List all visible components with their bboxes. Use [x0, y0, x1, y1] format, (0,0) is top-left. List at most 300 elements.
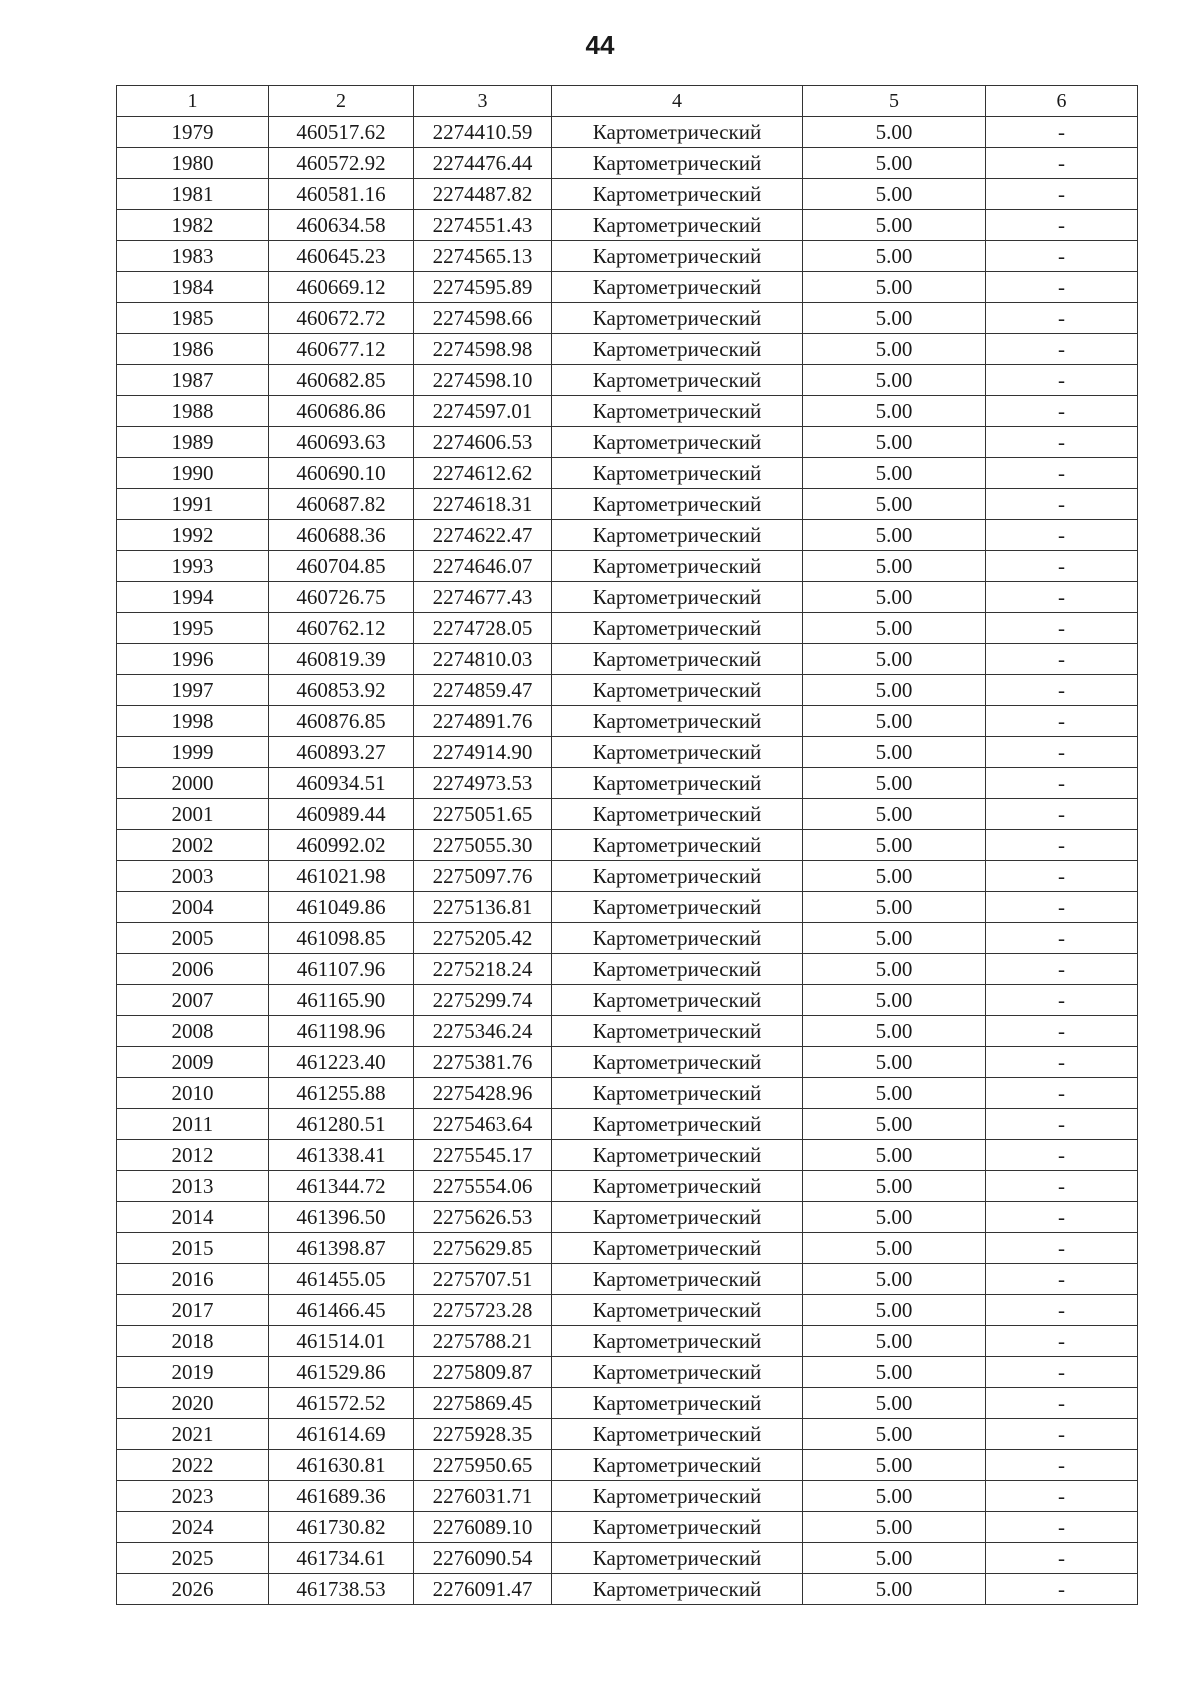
x-coordinate-cell: 461107.96: [269, 954, 414, 985]
y-coordinate-cell: 2274891.76: [414, 706, 552, 737]
note-cell: -: [986, 1171, 1138, 1202]
x-coordinate-cell: 460693.63: [269, 427, 414, 458]
table-row: [117, 923, 1138, 954]
note-cell: -: [986, 1202, 1138, 1233]
table-row: [117, 1419, 1138, 1450]
table-row: [117, 675, 1138, 706]
accuracy-cell: 5.00: [803, 1357, 986, 1388]
table-row: [117, 1326, 1138, 1357]
method-cell: Картометрический: [552, 1140, 803, 1171]
table-row: [117, 210, 1138, 241]
y-coordinate-cell: 2275950.65: [414, 1450, 552, 1481]
accuracy-cell: 5.00: [803, 1326, 986, 1357]
accuracy-cell: 5.00: [803, 1078, 986, 1109]
point-number-cell: 1979: [117, 117, 269, 148]
y-coordinate-cell: 2274606.53: [414, 427, 552, 458]
point-number-cell: 2007: [117, 985, 269, 1016]
point-number-cell: 2021: [117, 1419, 269, 1450]
x-coordinate-cell: 460992.02: [269, 830, 414, 861]
y-coordinate-cell: 2275097.76: [414, 861, 552, 892]
note-cell: -: [986, 985, 1138, 1016]
accuracy-cell: 5.00: [803, 1543, 986, 1574]
y-coordinate-cell: 2274410.59: [414, 117, 552, 148]
y-coordinate-cell: 2276031.71: [414, 1481, 552, 1512]
accuracy-cell: 5.00: [803, 117, 986, 148]
point-number-cell: 2022: [117, 1450, 269, 1481]
note-cell: -: [986, 458, 1138, 489]
table-row: [117, 1543, 1138, 1574]
accuracy-cell: 5.00: [803, 1016, 986, 1047]
method-cell: Картометрический: [552, 737, 803, 768]
method-cell: Картометрический: [552, 1295, 803, 1326]
note-cell: -: [986, 613, 1138, 644]
y-coordinate-cell: 2275299.74: [414, 985, 552, 1016]
x-coordinate-cell: 460517.62: [269, 117, 414, 148]
x-coordinate-cell: 461738.53: [269, 1574, 414, 1605]
accuracy-cell: 5.00: [803, 1512, 986, 1543]
accuracy-cell: 5.00: [803, 1233, 986, 1264]
y-coordinate-cell: 2275428.96: [414, 1078, 552, 1109]
method-cell: Картометрический: [552, 768, 803, 799]
x-coordinate-cell: 461614.69: [269, 1419, 414, 1450]
note-cell: -: [986, 954, 1138, 985]
y-coordinate-cell: 2275051.65: [414, 799, 552, 830]
method-cell: Картометрический: [552, 1574, 803, 1605]
table-row: [117, 985, 1138, 1016]
x-coordinate-cell: 461689.36: [269, 1481, 414, 1512]
method-cell: Картометрический: [552, 799, 803, 830]
method-cell: Картометрический: [552, 582, 803, 613]
note-cell: -: [986, 551, 1138, 582]
method-cell: Картометрический: [552, 1016, 803, 1047]
note-cell: -: [986, 1326, 1138, 1357]
note-cell: -: [986, 1450, 1138, 1481]
table-row: [117, 272, 1138, 303]
method-cell: Картометрический: [552, 954, 803, 985]
y-coordinate-cell: 2275629.85: [414, 1233, 552, 1264]
y-coordinate-cell: 2274597.01: [414, 396, 552, 427]
method-cell: Картометрический: [552, 458, 803, 489]
table-row: [117, 1512, 1138, 1543]
x-coordinate-cell: 460572.92: [269, 148, 414, 179]
point-number-cell: 2009: [117, 1047, 269, 1078]
point-number-cell: 2003: [117, 861, 269, 892]
y-coordinate-cell: 2275707.51: [414, 1264, 552, 1295]
x-coordinate-cell: 460634.58: [269, 210, 414, 241]
column-header-6: 6: [986, 86, 1138, 117]
x-coordinate-cell: 461338.41: [269, 1140, 414, 1171]
table-row: [117, 830, 1138, 861]
x-coordinate-cell: 461098.85: [269, 923, 414, 954]
method-cell: Картометрический: [552, 1047, 803, 1078]
accuracy-cell: 5.00: [803, 179, 986, 210]
method-cell: Картометрический: [552, 1202, 803, 1233]
accuracy-cell: 5.00: [803, 644, 986, 675]
table-row: [117, 1202, 1138, 1233]
method-cell: Картометрический: [552, 1109, 803, 1140]
point-number-cell: 2023: [117, 1481, 269, 1512]
table-row: [117, 1016, 1138, 1047]
x-coordinate-cell: 460762.12: [269, 613, 414, 644]
x-coordinate-cell: 461280.51: [269, 1109, 414, 1140]
note-cell: -: [986, 1140, 1138, 1171]
x-coordinate-cell: 460893.27: [269, 737, 414, 768]
table-row: [117, 179, 1138, 210]
table-row: [117, 861, 1138, 892]
note-cell: -: [986, 241, 1138, 272]
point-number-cell: 2026: [117, 1574, 269, 1605]
point-number-cell: 2017: [117, 1295, 269, 1326]
table-row: [117, 1450, 1138, 1481]
column-header-5: 5: [803, 86, 986, 117]
accuracy-cell: 5.00: [803, 1140, 986, 1171]
x-coordinate-cell: 461223.40: [269, 1047, 414, 1078]
y-coordinate-cell: 2275463.64: [414, 1109, 552, 1140]
table-row: [117, 1078, 1138, 1109]
table-row: [117, 1171, 1138, 1202]
x-coordinate-cell: 460690.10: [269, 458, 414, 489]
point-number-cell: 2001: [117, 799, 269, 830]
note-cell: -: [986, 303, 1138, 334]
point-number-cell: 1992: [117, 520, 269, 551]
method-cell: Картометрический: [552, 179, 803, 210]
note-cell: -: [986, 272, 1138, 303]
method-cell: Картометрический: [552, 334, 803, 365]
point-number-cell: 2024: [117, 1512, 269, 1543]
y-coordinate-cell: 2274622.47: [414, 520, 552, 551]
x-coordinate-cell: 460876.85: [269, 706, 414, 737]
table-header: [117, 86, 1138, 117]
point-number-cell: 2008: [117, 1016, 269, 1047]
note-cell: -: [986, 1109, 1138, 1140]
x-coordinate-cell: 460819.39: [269, 644, 414, 675]
method-cell: Картометрический: [552, 613, 803, 644]
y-coordinate-cell: 2274565.13: [414, 241, 552, 272]
x-coordinate-cell: 461049.86: [269, 892, 414, 923]
accuracy-cell: 5.00: [803, 365, 986, 396]
method-cell: Картометрический: [552, 551, 803, 582]
method-cell: Картометрический: [552, 1419, 803, 1450]
note-cell: -: [986, 799, 1138, 830]
table-row: [117, 954, 1138, 985]
method-cell: Картометрический: [552, 1388, 803, 1419]
note-cell: -: [986, 1295, 1138, 1326]
note-cell: -: [986, 334, 1138, 365]
accuracy-cell: 5.00: [803, 303, 986, 334]
note-cell: -: [986, 210, 1138, 241]
point-number-cell: 2019: [117, 1357, 269, 1388]
accuracy-cell: 5.00: [803, 1388, 986, 1419]
accuracy-cell: 5.00: [803, 1264, 986, 1295]
method-cell: Картометрический: [552, 365, 803, 396]
table-row: [117, 1264, 1138, 1295]
point-number-cell: 2016: [117, 1264, 269, 1295]
point-number-cell: 2011: [117, 1109, 269, 1140]
point-number-cell: 2015: [117, 1233, 269, 1264]
accuracy-cell: 5.00: [803, 706, 986, 737]
note-cell: -: [986, 148, 1138, 179]
table-row: [117, 365, 1138, 396]
note-cell: -: [986, 1047, 1138, 1078]
note-cell: -: [986, 117, 1138, 148]
y-coordinate-cell: 2274677.43: [414, 582, 552, 613]
method-cell: Картометрический: [552, 520, 803, 551]
x-coordinate-cell: 461255.88: [269, 1078, 414, 1109]
method-cell: Картометрический: [552, 1450, 803, 1481]
accuracy-cell: 5.00: [803, 1047, 986, 1078]
note-cell: -: [986, 489, 1138, 520]
method-cell: Картометрический: [552, 675, 803, 706]
x-coordinate-cell: 461396.50: [269, 1202, 414, 1233]
x-coordinate-cell: 460581.16: [269, 179, 414, 210]
y-coordinate-cell: 2275869.45: [414, 1388, 552, 1419]
x-coordinate-cell: 461021.98: [269, 861, 414, 892]
accuracy-cell: 5.00: [803, 861, 986, 892]
point-number-cell: 1986: [117, 334, 269, 365]
y-coordinate-cell: 2274476.44: [414, 148, 552, 179]
note-cell: -: [986, 1481, 1138, 1512]
y-coordinate-cell: 2275136.81: [414, 892, 552, 923]
table-row: [117, 582, 1138, 613]
point-number-cell: 1993: [117, 551, 269, 582]
accuracy-cell: 5.00: [803, 1171, 986, 1202]
y-coordinate-cell: 2276089.10: [414, 1512, 552, 1543]
accuracy-cell: 5.00: [803, 272, 986, 303]
point-number-cell: 1996: [117, 644, 269, 675]
point-number-cell: 2004: [117, 892, 269, 923]
method-cell: Картометрический: [552, 210, 803, 241]
note-cell: -: [986, 923, 1138, 954]
accuracy-cell: 5.00: [803, 241, 986, 272]
accuracy-cell: 5.00: [803, 334, 986, 365]
accuracy-cell: 5.00: [803, 551, 986, 582]
accuracy-cell: 5.00: [803, 1202, 986, 1233]
table-row: [117, 706, 1138, 737]
note-cell: -: [986, 892, 1138, 923]
accuracy-cell: 5.00: [803, 1481, 986, 1512]
y-coordinate-cell: 2274810.03: [414, 644, 552, 675]
table-row: [117, 1357, 1138, 1388]
y-coordinate-cell: 2274914.90: [414, 737, 552, 768]
y-coordinate-cell: 2275928.35: [414, 1419, 552, 1450]
note-cell: -: [986, 1233, 1138, 1264]
point-number-cell: 1984: [117, 272, 269, 303]
point-number-cell: 1988: [117, 396, 269, 427]
method-cell: Картометрический: [552, 1171, 803, 1202]
point-number-cell: 2014: [117, 1202, 269, 1233]
y-coordinate-cell: 2274595.89: [414, 272, 552, 303]
y-coordinate-cell: 2274646.07: [414, 551, 552, 582]
table-row: [117, 551, 1138, 582]
column-header-2: 2: [269, 86, 414, 117]
x-coordinate-cell: 461165.90: [269, 985, 414, 1016]
y-coordinate-cell: 2274618.31: [414, 489, 552, 520]
x-coordinate-cell: 461630.81: [269, 1450, 414, 1481]
table-row: [117, 1047, 1138, 1078]
accuracy-cell: 5.00: [803, 427, 986, 458]
y-coordinate-cell: 2274598.66: [414, 303, 552, 334]
point-number-cell: 1985: [117, 303, 269, 334]
y-coordinate-cell: 2274598.98: [414, 334, 552, 365]
x-coordinate-cell: 460726.75: [269, 582, 414, 613]
point-number-cell: 1990: [117, 458, 269, 489]
x-coordinate-cell: 461344.72: [269, 1171, 414, 1202]
note-cell: -: [986, 1357, 1138, 1388]
table-row: [117, 1574, 1138, 1605]
accuracy-cell: 5.00: [803, 892, 986, 923]
point-number-cell: 2006: [117, 954, 269, 985]
note-cell: -: [986, 1512, 1138, 1543]
point-number-cell: 1982: [117, 210, 269, 241]
table-row: [117, 737, 1138, 768]
method-cell: Картометрический: [552, 1543, 803, 1574]
point-number-cell: 2012: [117, 1140, 269, 1171]
table-row: [117, 1109, 1138, 1140]
method-cell: Картометрический: [552, 1357, 803, 1388]
method-cell: Картометрический: [552, 706, 803, 737]
table-row: [117, 117, 1138, 148]
note-cell: -: [986, 1543, 1138, 1574]
x-coordinate-cell: 461730.82: [269, 1512, 414, 1543]
x-coordinate-cell: 461572.52: [269, 1388, 414, 1419]
y-coordinate-cell: 2275218.24: [414, 954, 552, 985]
column-header-1: 1: [117, 86, 269, 117]
x-coordinate-cell: 461398.87: [269, 1233, 414, 1264]
method-cell: Картометрический: [552, 396, 803, 427]
table-row: [117, 458, 1138, 489]
note-cell: -: [986, 1388, 1138, 1419]
column-header-3: 3: [414, 86, 552, 117]
point-number-cell: 1999: [117, 737, 269, 768]
table-row: [117, 1233, 1138, 1264]
x-coordinate-cell: 461455.05: [269, 1264, 414, 1295]
note-cell: -: [986, 675, 1138, 706]
x-coordinate-cell: 460686.86: [269, 396, 414, 427]
x-coordinate-cell: 460669.12: [269, 272, 414, 303]
method-cell: Картометрический: [552, 1326, 803, 1357]
note-cell: -: [986, 427, 1138, 458]
page-number: 44: [585, 30, 615, 60]
method-cell: Картометрический: [552, 830, 803, 861]
accuracy-cell: 5.00: [803, 613, 986, 644]
table-row: [117, 768, 1138, 799]
table-row: [117, 892, 1138, 923]
accuracy-cell: 5.00: [803, 210, 986, 241]
y-coordinate-cell: 2274551.43: [414, 210, 552, 241]
point-number-cell: 1998: [117, 706, 269, 737]
table-row: [117, 303, 1138, 334]
method-cell: Картометрический: [552, 1512, 803, 1543]
point-number-cell: 2020: [117, 1388, 269, 1419]
method-cell: Картометрический: [552, 1233, 803, 1264]
x-coordinate-cell: 460682.85: [269, 365, 414, 396]
accuracy-cell: 5.00: [803, 520, 986, 551]
method-cell: Картометрический: [552, 489, 803, 520]
method-cell: Картометрический: [552, 892, 803, 923]
table-row: [117, 1140, 1138, 1171]
y-coordinate-cell: 2275346.24: [414, 1016, 552, 1047]
table-row: [117, 644, 1138, 675]
accuracy-cell: 5.00: [803, 396, 986, 427]
note-cell: -: [986, 706, 1138, 737]
accuracy-cell: 5.00: [803, 1574, 986, 1605]
table-row: [117, 520, 1138, 551]
accuracy-cell: 5.00: [803, 799, 986, 830]
note-cell: -: [986, 644, 1138, 675]
table-row: [117, 1388, 1138, 1419]
accuracy-cell: 5.00: [803, 1109, 986, 1140]
method-cell: Картометрический: [552, 1078, 803, 1109]
point-number-cell: 1987: [117, 365, 269, 396]
method-cell: Картометрический: [552, 1264, 803, 1295]
accuracy-cell: 5.00: [803, 1450, 986, 1481]
point-number-cell: 1983: [117, 241, 269, 272]
x-coordinate-cell: 460688.36: [269, 520, 414, 551]
accuracy-cell: 5.00: [803, 675, 986, 706]
point-number-cell: 1991: [117, 489, 269, 520]
x-coordinate-cell: 460687.82: [269, 489, 414, 520]
x-coordinate-cell: 461514.01: [269, 1326, 414, 1357]
x-coordinate-cell: 460672.72: [269, 303, 414, 334]
x-coordinate-cell: 460677.12: [269, 334, 414, 365]
table-row: [117, 396, 1138, 427]
point-number-cell: 2010: [117, 1078, 269, 1109]
y-coordinate-cell: 2275055.30: [414, 830, 552, 861]
accuracy-cell: 5.00: [803, 1295, 986, 1326]
y-coordinate-cell: 2274598.10: [414, 365, 552, 396]
y-coordinate-cell: 2276090.54: [414, 1543, 552, 1574]
point-number-cell: 1980: [117, 148, 269, 179]
note-cell: -: [986, 1016, 1138, 1047]
method-cell: Картометрический: [552, 861, 803, 892]
x-coordinate-cell: 460645.23: [269, 241, 414, 272]
y-coordinate-cell: 2274973.53: [414, 768, 552, 799]
note-cell: -: [986, 365, 1138, 396]
y-coordinate-cell: 2276091.47: [414, 1574, 552, 1605]
y-coordinate-cell: 2275723.28: [414, 1295, 552, 1326]
accuracy-cell: 5.00: [803, 458, 986, 489]
point-number-cell: 2000: [117, 768, 269, 799]
note-cell: -: [986, 582, 1138, 613]
table-body: [117, 117, 1138, 1605]
x-coordinate-cell: 460934.51: [269, 768, 414, 799]
accuracy-cell: 5.00: [803, 954, 986, 985]
y-coordinate-cell: 2275809.87: [414, 1357, 552, 1388]
table-row: [117, 1481, 1138, 1512]
table-row: [117, 489, 1138, 520]
x-coordinate-cell: 461198.96: [269, 1016, 414, 1047]
table-row: [117, 799, 1138, 830]
method-cell: Картометрический: [552, 427, 803, 458]
point-number-cell: 2005: [117, 923, 269, 954]
y-coordinate-cell: 2275554.06: [414, 1171, 552, 1202]
point-number-cell: 2013: [117, 1171, 269, 1202]
y-coordinate-cell: 2274487.82: [414, 179, 552, 210]
note-cell: -: [986, 396, 1138, 427]
note-cell: -: [986, 861, 1138, 892]
point-number-cell: 1981: [117, 179, 269, 210]
table-row: [117, 334, 1138, 365]
note-cell: -: [986, 1264, 1138, 1295]
table-row: [117, 1295, 1138, 1326]
coordinates-table: [116, 85, 1138, 1605]
accuracy-cell: 5.00: [803, 985, 986, 1016]
method-cell: Картометрический: [552, 117, 803, 148]
method-cell: Картометрический: [552, 148, 803, 179]
x-coordinate-cell: 461734.61: [269, 1543, 414, 1574]
note-cell: -: [986, 737, 1138, 768]
point-number-cell: 1995: [117, 613, 269, 644]
